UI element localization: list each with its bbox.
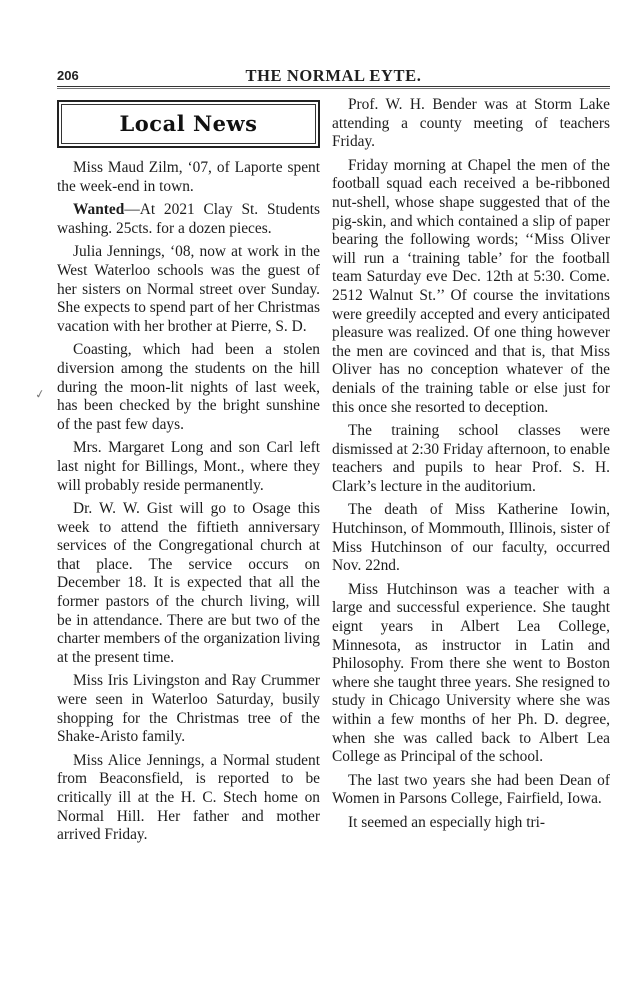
news-item: The training school classes were dismissed at 2:30 Friday afternoon, to enable teachers and pupils to hear Prof. S. H. Clark’s lecture in the auditorium.	[332, 422, 610, 495]
running-head	[57, 66, 610, 86]
news-item: Miss Hutchinson was a teacher with a large and successful experience. She taught eignt years in Albert Lea College, Minnesota, as instructor in Latin and Philosophy. From there she went to Boston where she taught three years. She resigned to study in Chicago University where she was within a few months of her Ph. D. degree, when she was called back to Albert Lea College as Principal of the school.	[332, 580, 610, 766]
news-item: The last two years she had been Dean of Women in Parsons College, Fairfield, Iowa.	[332, 771, 610, 808]
news-item	[57, 159, 320, 196]
news-item-text: —At 2021 Clay St. Students washing. 25cts. for a dozen pieces.	[57, 201, 320, 237]
news-item-lead: Wanted	[73, 201, 125, 219]
news-item	[57, 752, 320, 845]
news-item	[57, 672, 320, 746]
news-item-text: Coasting, which had been a stolen diversion among the students on the hill during the moon-lit nights of last week, has been checked by the bright sunshine of the past few days.	[57, 341, 320, 433]
journal-title: THE NORMAL EYTE.	[245, 66, 422, 85]
news-item-text: Julia Jennings, ‘08, now at work in the West Waterloo schools was the guest of her sisters on Normal street over Sunday. She expects to spend part of her Christmas vacation with her brother at Pierre, S. D.	[57, 243, 320, 335]
section-heading-inner-frame	[61, 104, 316, 144]
checkmark-icon: ✓	[33, 386, 47, 402]
section-heading-box	[57, 100, 320, 148]
news-item	[57, 500, 320, 667]
right-column	[332, 96, 610, 838]
news-item	[57, 439, 320, 495]
news-item-text: Miss Iris Livingston and Ray Crummer were seen in Waterloo Saturday, busily shopping for the Christmas tree of the Shake-Aristo family.	[57, 672, 320, 746]
news-item	[57, 201, 320, 238]
header-rule-divider	[57, 86, 610, 89]
section-title: Local News	[119, 110, 258, 136]
news-item	[57, 341, 320, 434]
news-item: Prof. W. H. Bender was at Storm Lake attending a county meeting of teachers Friday.	[332, 96, 610, 151]
news-item-text: Miss Alice Jennings, a Normal student from Beaconsfield, is reported to be critically ill at the H. C. Stech home on Normal Hill. Her father and mother arrived Friday.	[57, 751, 320, 844]
news-item	[57, 243, 320, 336]
left-column	[57, 100, 320, 850]
news-item-text: Dr. W. W. Gist will go to Osage this week to attend the fiftieth anniversary services of the Congregational church at that place. The service occurs on December 18. It is expected that all the former pastors of the church living, will be in attendance. There are but two of the charter members of the organization living at the present time.	[57, 500, 320, 666]
news-item: It seemed an especially high tri-	[348, 813, 546, 831]
news-item-text: Mrs. Margaret Long and son Carl left last night for Billings, Mont., where they will probably reside permanently.	[57, 439, 320, 494]
news-item: Friday morning at Chapel the men of the football squad each received a be-ribboned nut-shell, whose shape suggested that of the pig-skin, and which contained a slip of paper bearing the following words; ‘‘Miss Oliver will run a ‘training table’ for the football team Saturday eve Dec. 12th at 5:30. Come. 2512 Walnut St.’’ Of course the invitations were greedily accepted and every anticipated pleasure was realized. Of one thing however the men are covinced and that is, that Miss Oliver has no conception whatever of the denials of the training table or else just for this once she resorted to deception.	[332, 156, 610, 416]
news-item-text: Miss Maud Zilm, ‘07, of Laporte spent the week-end in town.	[57, 159, 320, 195]
news-item: The death of Miss Katherine Iowin, Hutchinson, of Mommouth, Illinois, sister of Miss Hutchinson of our faculty, occurred Nov. 22nd.	[332, 501, 610, 575]
page-number: 206	[57, 68, 79, 83]
